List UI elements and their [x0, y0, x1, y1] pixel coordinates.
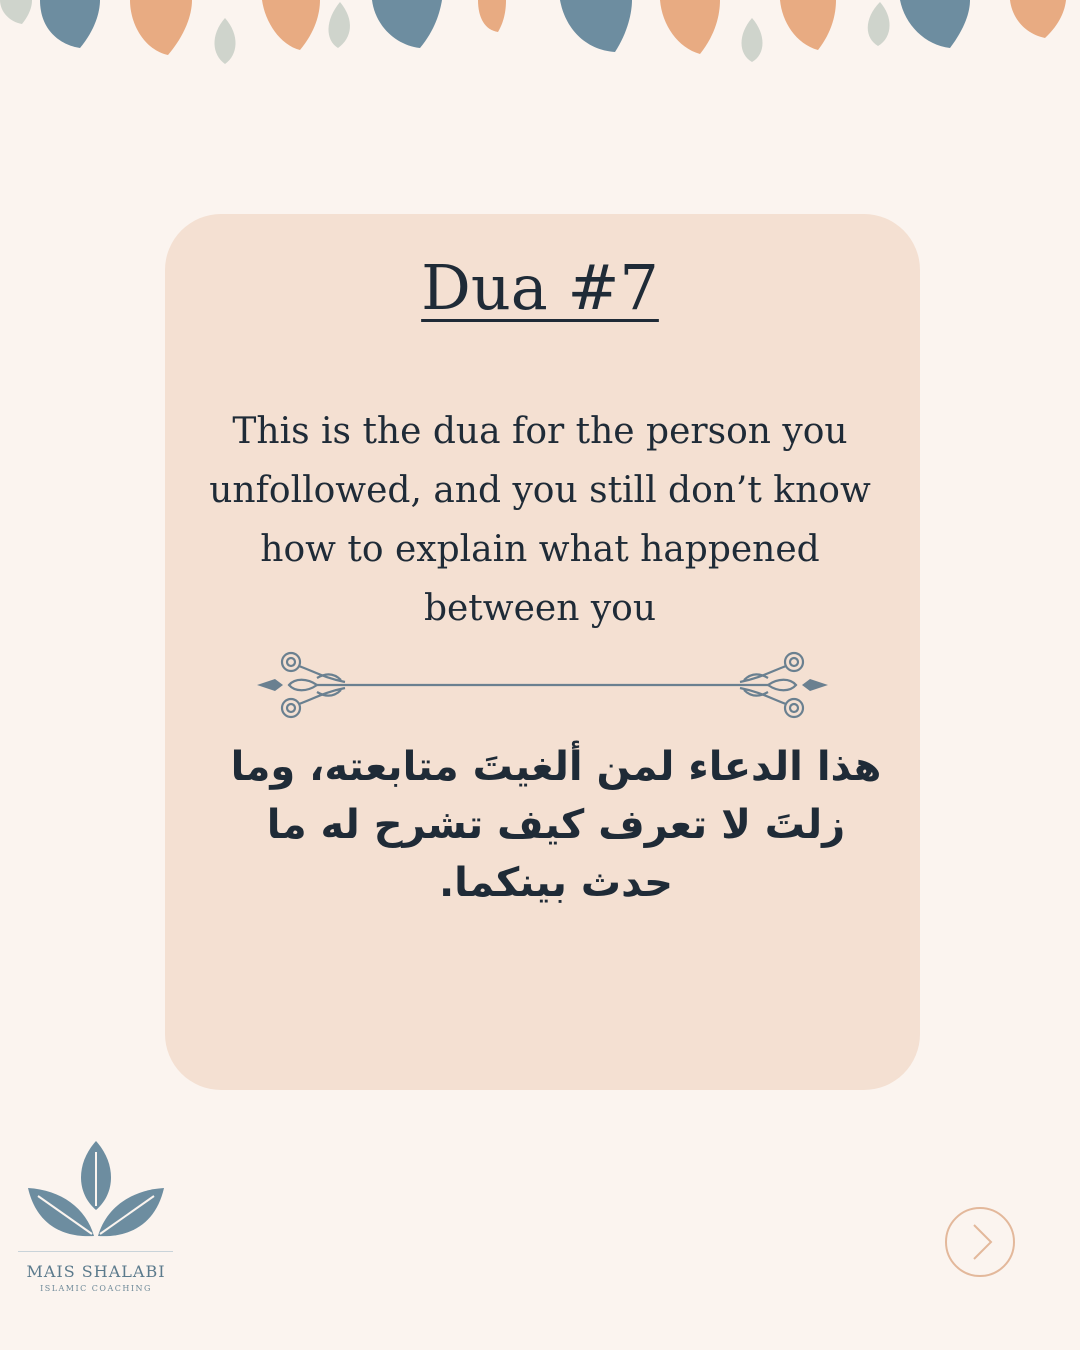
ornamental-divider-icon: [255, 648, 830, 722]
brand-divider: [18, 1251, 173, 1252]
arabic-description: هذا الدعاء لمن ألغيتَ متابعته، وما زلتَ لا تعرف كيف تشرح له ما حدث بينكما.: [230, 744, 882, 906]
dua-title: Dua #7: [421, 251, 659, 324]
english-description: This is the dua for the person you unfollowed, and you still don’t know how to explain what happened between you: [209, 411, 871, 629]
next-slide-button[interactable]: [945, 1207, 1015, 1277]
chevron-right-icon: [947, 1209, 1013, 1275]
brand-name: MAIS SHALABI: [26, 1262, 166, 1281]
leaf-garland-icon: [0, 0, 1080, 110]
brand-tagline: ISLAMIC COACHING: [40, 1284, 152, 1293]
